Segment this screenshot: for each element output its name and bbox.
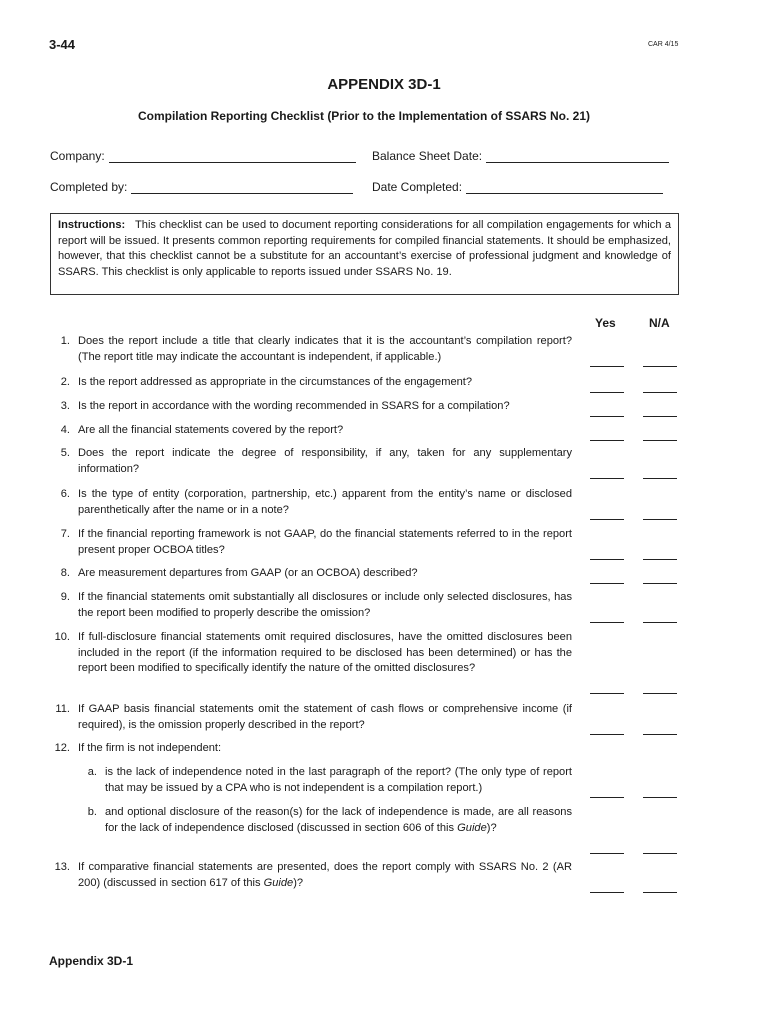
yes-answer-blank[interactable] [590,440,624,441]
yes-answer-blank[interactable] [590,797,624,798]
yes-answer-blank[interactable] [590,734,624,735]
balance-sheet-date-field[interactable] [372,149,669,163]
na-answer-blank[interactable] [643,392,677,393]
item-number: 10. [54,631,70,643]
item-text: Does the report indicate the degree of responsibility, if any, taken for any supplementary information? [78,447,572,475]
na-column-header: N/A [649,316,670,330]
na-answer-blank[interactable] [643,734,677,735]
yes-answer-blank[interactable] [590,416,624,417]
na-answer-blank[interactable] [643,416,677,417]
item-text: If the financial reporting framework is not GAAP, do the financial statements referred to in the report present proper OCBOA titles? [78,528,572,556]
date-completed-line[interactable] [466,181,663,194]
yes-answer-blank[interactable] [590,478,624,479]
company-line[interactable] [109,150,356,163]
item-text: If comparative financial statements are presented, does the report comply with SSARS No. 2 (AR 200) (discussed in section 617 of this Guide)? [78,861,572,889]
yes-answer-blank[interactable] [590,366,624,367]
na-answer-blank[interactable] [643,478,677,479]
item-number: 2. [60,376,70,388]
balance-sheet-date-label: Balance Sheet Date: [372,149,483,163]
na-answer-blank[interactable] [643,622,677,623]
na-answer-blank[interactable] [643,559,677,560]
item-number: 13. [54,861,70,873]
item-number: 9. [60,591,70,603]
yes-answer-blank[interactable] [590,519,624,520]
item-number: 11. [55,703,70,715]
page-number: 3-44 [49,37,76,52]
item-text: and optional disclosure of the reason(s) for the lack of independence is made, are all reasons for the lack of independence disclosed (discussed in section 606 of this Guide)? [105,806,572,834]
item-number: 7. [60,528,70,540]
yes-answer-blank[interactable] [590,693,624,694]
page-title: APPENDIX 3D-1 [327,76,441,93]
page-subtitle: Compilation Reporting Checklist (Prior to the Implementation of SSARS No. 21) [137,109,591,123]
date-completed-label: Date Completed: [372,180,463,194]
item-text: is the lack of independence noted in the last paragraph of the report? (The only type of report that may be issued by a CPA who is not independent is a compilation report.) [105,766,572,794]
na-answer-blank[interactable] [643,440,677,441]
yes-answer-blank[interactable] [590,853,624,854]
item-number: 5. [60,447,70,459]
na-answer-blank[interactable] [643,797,677,798]
item-text: Are measurement departures from GAAP (or an OCBOA) described? [78,567,418,579]
instructions-text: This checklist can be used to document reporting considerations for all compilation engagements for which a report will be issued. It presents common reporting requirements for compiled financial statements. It should be emphasized, however, that this checklist cannot be a substitute for an accountant’s exercise of professional judgment and knowledge of SSARS. This checklist is only applicable to reports issued under SSARS No. 19. [58,219,671,278]
instructions-box [50,213,679,295]
na-answer-blank[interactable] [643,892,677,893]
item-text: Does the report include a title that clearly indicates that it is the accountant’s compilation report? (The report title may indicate the accountant is independent, if applicable.) [78,335,572,363]
na-answer-blank[interactable] [643,583,677,584]
yes-answer-blank[interactable] [590,622,624,623]
company-label: Company: [50,149,105,163]
item-text: Is the report in accordance with the wording recommended in SSARS for a compilation? [78,400,510,412]
na-answer-blank[interactable] [643,853,677,854]
yes-answer-blank[interactable] [590,392,624,393]
completed-by-label: Completed by: [50,180,128,194]
item-text: If GAAP basis financial statements omit the statement of cash flows or comprehensive income (if required), is the omission properly described in the report? [78,703,572,731]
item-number: 12. [54,742,70,754]
item-number: b. [87,806,97,818]
item-text: Are all the financial statements covered by the report? [78,424,344,436]
item-text: If the firm is not independent: [78,742,222,754]
na-answer-blank[interactable] [643,366,677,367]
revision-code: CAR 4/15 [648,41,679,48]
yes-answer-blank[interactable] [590,583,624,584]
item-number: 6. [60,488,70,500]
date-completed-field[interactable] [372,180,663,194]
yes-answer-blank[interactable] [590,892,624,893]
item-number: 8. [60,567,70,579]
item-text: Is the type of entity (corporation, partnership, etc.) apparent from the entity’s name or disclosed parenthetically after the name or in a note? [78,488,572,516]
yes-column-header: Yes [595,316,616,330]
company-field[interactable] [50,149,356,163]
completed-by-field[interactable] [50,180,353,194]
item-number: 4. [60,424,70,436]
item-text: If full-disclosure financial statements omit required disclosures, have the omitted disclosures been included in the report (if the information required to be disclosed has been determined) or has the report been modified to specifically identify the nature of the omitted disclosures? [78,631,572,675]
item-number: 3. [60,400,70,412]
instructions-label: Instructions: [58,219,126,231]
yes-answer-blank[interactable] [590,559,624,560]
item-number: 1. [60,335,70,347]
completed-by-line[interactable] [131,181,353,194]
na-answer-blank[interactable] [643,693,677,694]
page-footer: Appendix 3D-1 [49,954,134,968]
item-text: If the financial statements omit substantially all disclosures or include only selected disclosures, has the report been modified to properly describe the omission? [78,591,572,619]
balance-sheet-date-line[interactable] [486,150,669,163]
na-answer-blank[interactable] [643,519,677,520]
item-text: Is the report addressed as appropriate in the circumstances of the engagement? [78,376,473,388]
item-number: a. [87,766,97,778]
